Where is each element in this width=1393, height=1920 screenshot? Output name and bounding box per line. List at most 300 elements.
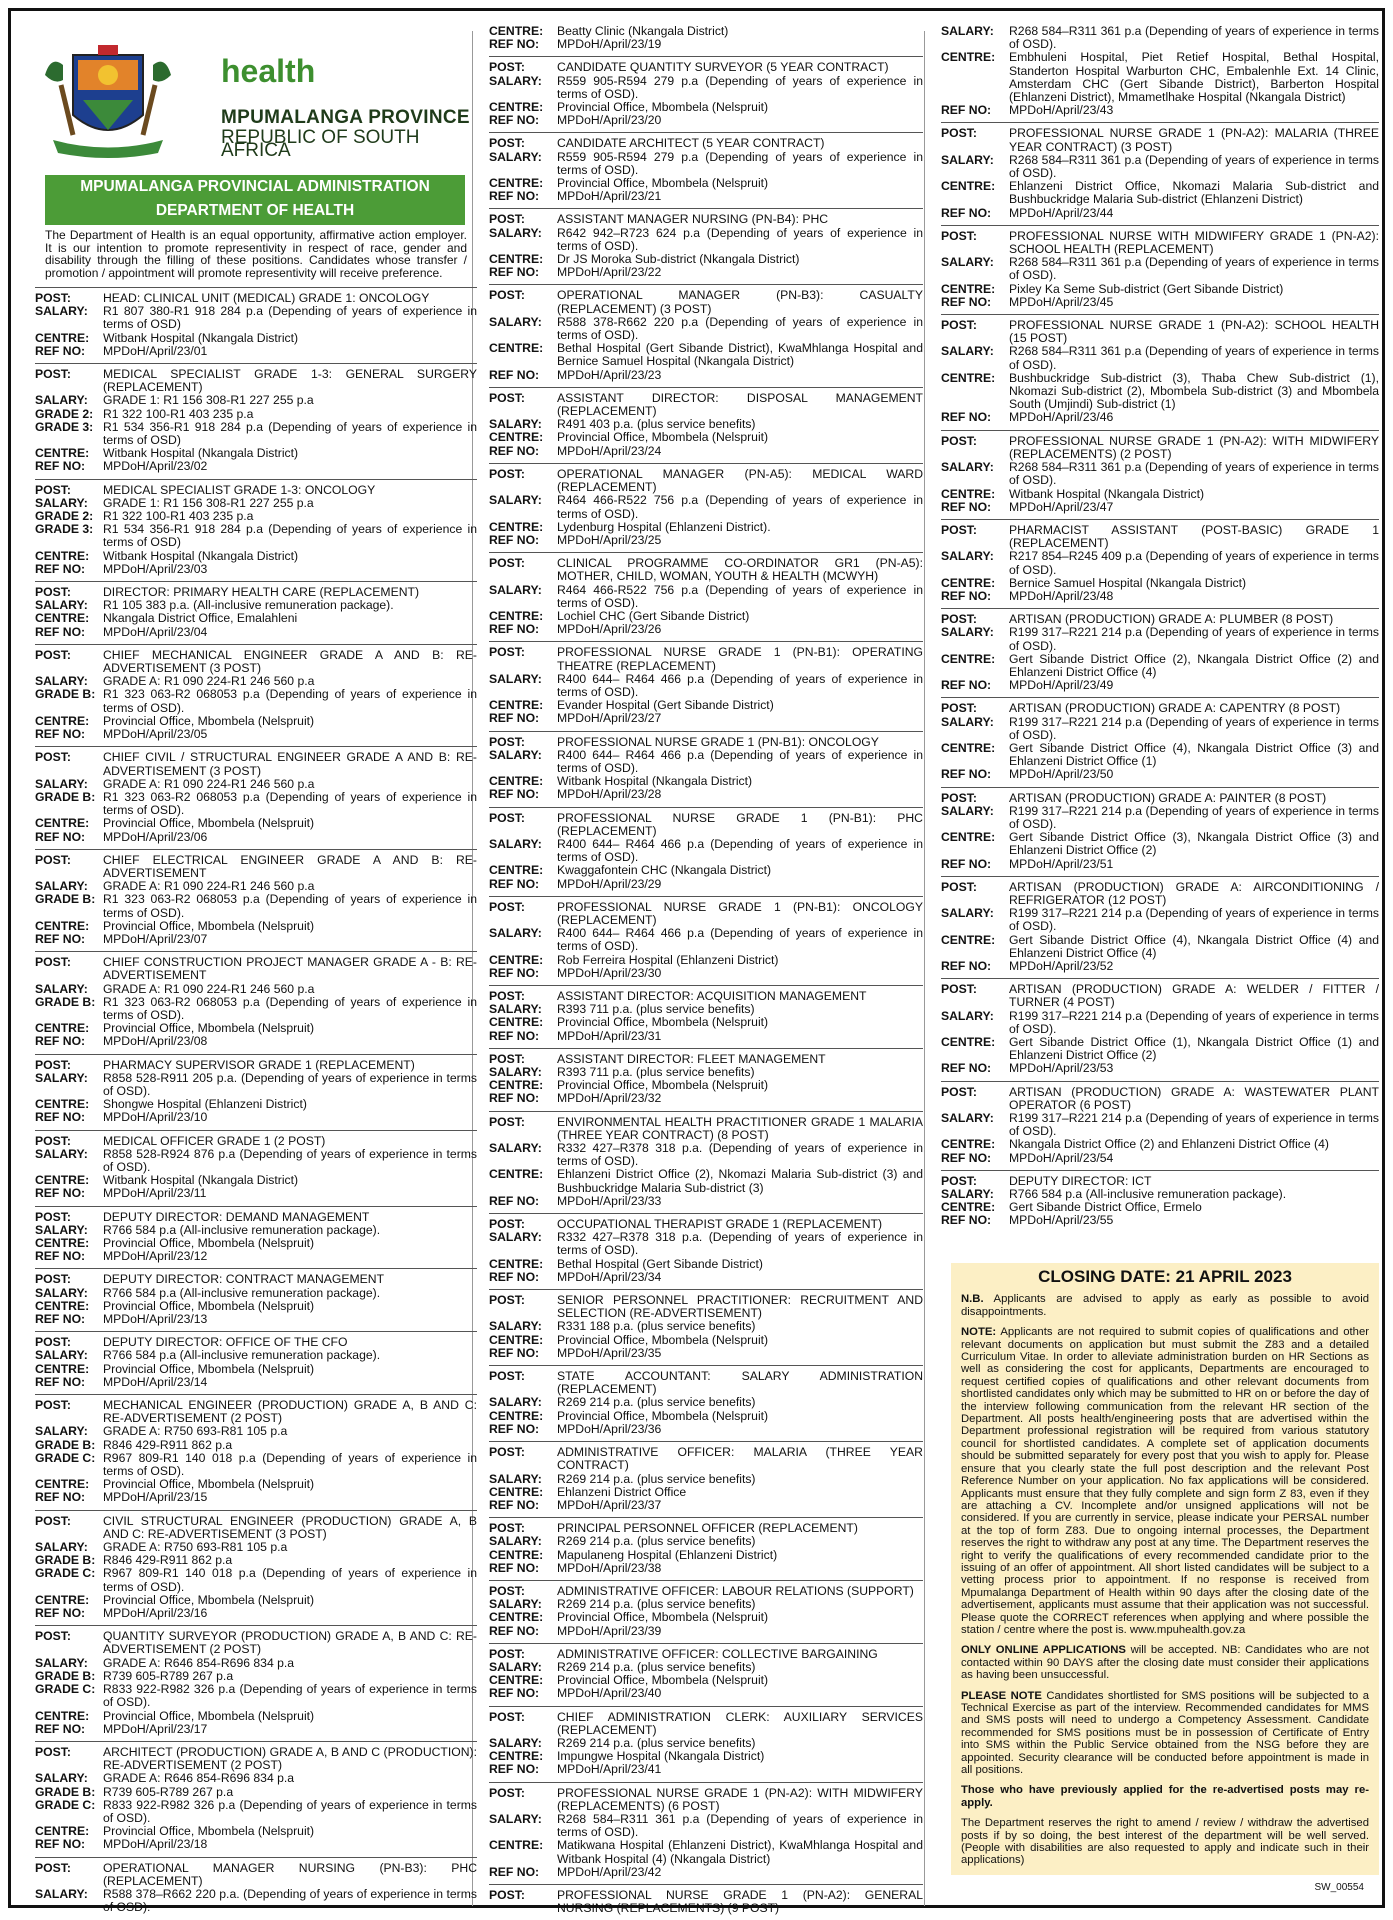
coat-of-arms-icon — [43, 45, 173, 160]
ref-value: MPDoH/April/23/44 — [1009, 205, 1114, 220]
centre-value: Evander Hospital (Gert Sibande District) — [557, 698, 774, 713]
field-label: SALARY: — [489, 1395, 542, 1410]
field-label: CENTRE: — [489, 1256, 544, 1271]
field-label: GRADE C: — [35, 1450, 96, 1465]
field-label: CENTRE: — [489, 1167, 544, 1182]
ref-value: MPDoH/April/23/36 — [557, 1421, 662, 1436]
field-label: POST: — [489, 989, 525, 1003]
salary-value: R559 905-R594 279 p.a (Depending of years of experience in terms of OSD). — [557, 73, 923, 101]
post-value: CLINICAL PROGRAMME CO-ORDINATOR GR1 (PN-A5): MOTHER, CHILD, WOMAN, YOUTH & HEALTH (MCWYH) — [557, 556, 923, 584]
post-value: OCCUPATIONAL THERAPIST GRADE 1 (REPLACEMENT) — [557, 1217, 883, 1232]
ref-value: MPDoH/April/23/50 — [1009, 767, 1114, 782]
centre-value: Provincial Office, Mbombela (Nelspruit) — [103, 1361, 315, 1376]
centre-value: Witbank Hospital (Nkangala District) — [103, 446, 299, 461]
salary-value: R217 854–R245 409 p.a (Depending of years of experience in terms of OSD). — [1009, 549, 1379, 577]
field-label: POST: — [941, 126, 977, 141]
centre-value: Lochiel CHC (Gert Sibande District) — [557, 608, 750, 623]
post-entry — [489, 1884, 923, 1920]
country-name: REPUBLIC OF SOUTH AFRICA — [221, 127, 420, 162]
salary-value: GRADE 1: R1 156 308-R1 227 255 p.a — [103, 393, 314, 408]
field-label: REF NO: — [489, 1623, 540, 1638]
post-value: HEAD: CLINICAL UNIT (MEDICAL) GRADE 1: ONCOLOGY — [103, 291, 430, 305]
centre-value: Provincial Office, Mbombela (Nelspruit) — [103, 1592, 315, 1607]
closing-date-title: CLOSING DATE: 21 APRIL 2023 — [1038, 1267, 1292, 1286]
field-label: REF NO: — [941, 767, 992, 782]
field-label: REF NO: — [489, 1421, 540, 1436]
centre-value: Provincial Office, Mbombela (Nelspruit) — [103, 918, 315, 933]
field-label: SALARY: — [941, 714, 994, 729]
field-label: SALARY: — [35, 674, 88, 689]
ref-value: MPDoH/April/23/31 — [557, 1028, 662, 1043]
salary-value: GRADE A: R750 693-R81 105 p.a — [103, 1424, 288, 1439]
salary-value: GRADE A: R646 854-R696 834 p.a — [103, 1655, 295, 1670]
ref-value: MPDoH/April/23/18 — [103, 1837, 208, 1852]
field-label: POST: — [941, 1173, 977, 1188]
field-label: CENTRE: — [489, 519, 544, 534]
field-label: GRADE B: — [35, 1553, 96, 1568]
salary-value: R268 584–R311 361 p.a (Depending of years of experience in terms of OSD). — [1009, 152, 1379, 181]
salary-value: R491 403 p.a. (plus service benefits) — [557, 417, 756, 432]
field-label: POST: — [489, 466, 525, 481]
field-label: REF NO: — [35, 561, 86, 576]
post-value: ADMINISTRATIVE OFFICER: COLLECTIVE BARGAINING — [557, 1646, 878, 1661]
field-label: REF NO: — [35, 931, 86, 946]
post-entry — [35, 1206, 477, 1269]
field-label: SALARY: — [489, 1534, 542, 1549]
field-label: POST: — [489, 810, 525, 825]
salary-value: R464 466-R522 756 p.a (Depending of years of experience in terms of OSD). — [557, 582, 923, 610]
field-label: POST: — [941, 318, 977, 333]
ref-value: MPDoH/April/23/33 — [557, 1193, 662, 1208]
field-label: POST: — [489, 136, 525, 151]
post-entry — [35, 581, 477, 644]
field-label: REF NO: — [35, 1312, 86, 1327]
field-label: CENTRE: — [489, 1673, 544, 1688]
field-label: POST: — [489, 1369, 525, 1384]
post-entry — [941, 697, 1379, 786]
post-value: ARTISAN (PRODUCTION) GRADE A: CAPENTRY (8 POST) — [1009, 701, 1341, 716]
post-entry — [941, 978, 1379, 1080]
gb-value: R846 429-R911 862 p.a — [103, 1437, 233, 1452]
field-label: CENTRE: — [941, 1137, 996, 1152]
field-label: POST: — [35, 585, 71, 600]
province-name: MPUMALANGA PROVINCE — [221, 107, 470, 128]
field-label: REF NO: — [941, 103, 992, 118]
field-label: SALARY: — [941, 255, 994, 270]
ref-value: MPDoH/April/23/03 — [103, 561, 208, 576]
field-label: GRADE C: — [35, 1682, 96, 1697]
nb-paragraph — [961, 1293, 1369, 1318]
closing-notice — [951, 1263, 1379, 1875]
post-value: PROFESSIONAL NURSE WITH MIDWIFERY GRADE 1 (PN-A2): SCHOOL HEALTH (REPLACEMENT) — [1009, 228, 1379, 257]
field-label: SALARY: — [489, 314, 542, 329]
post-value: ARTISAN (PRODUCTION) GRADE A: WASTEWATER PLANT OPERATOR (6 POST) — [1009, 1084, 1379, 1112]
field-label: POST: — [35, 1513, 71, 1528]
salary-value: R269 214 p.a. (plus service benefits) — [557, 1471, 756, 1486]
post-value: STATE ACCOUNTANT: SALARY ADMINISTRATION (REPLACEMENT) — [557, 1369, 923, 1397]
field-label: CENTRE: — [941, 370, 996, 385]
field-label: POST: — [489, 1521, 525, 1536]
post-entry — [35, 1130, 477, 1206]
field-label: SALARY: — [35, 1222, 88, 1237]
post-entry — [35, 644, 477, 746]
field-label: REF NO: — [489, 532, 540, 547]
field-label: CENTRE: — [35, 713, 90, 728]
post-value: CANDIDATE ARCHITECT (5 YEAR CONTRACT) — [557, 136, 825, 151]
field-label: SALARY: — [35, 1348, 88, 1363]
ref-value: MPDoH/April/23/20 — [557, 113, 662, 128]
column-3 — [941, 25, 1379, 1905]
centre-value: Provincial Office, Mbombela (Nelspruit) — [557, 100, 769, 115]
field-label: POST: — [35, 647, 71, 662]
ref-value: MPDoH/April/23/06 — [103, 829, 208, 844]
field-label: GRADE B: — [35, 1437, 96, 1452]
field-label: SALARY: — [489, 1002, 542, 1017]
post-entry — [35, 1741, 477, 1857]
ref-value: MPDoH/April/23/26 — [557, 622, 662, 637]
field-label: CENTRE: — [489, 1015, 544, 1030]
post-entry — [941, 519, 1379, 608]
salary-value: R268 584–R311 361 p.a (Depending of years of experience in terms of OSD). — [1009, 460, 1379, 488]
field-label: REF NO: — [489, 1193, 540, 1208]
field-label: SALARY: — [35, 776, 88, 791]
gb-value: R1 323 063-R2 068053 p.a (Depending of years of experience in terms of OSD). — [103, 687, 477, 715]
centre-value: Bushbuckridge Sub-district (3), Thaba Chew Sub-district (1), Nkomazi Sub-district (2), Mbombela Sub-district (3) and Mbombela South (Umjindi) Sub-district (1) — [1009, 370, 1379, 412]
note-text: Applicants are not required to submit copies of qualifications and other relevant documents on application but must submit the Z83 and a detailed Curriculum Vitae. In order to alleviate administration burden on HR Sections as well as considering the cost for applicants, Departments are encouraged to request certified copies of qualifications and other relevant documents from shortlisted candidates only which may be submitted to HR on or before the day of the interview following communication from the relevant HR section of the Department. All posts health/engineering posts that are advertised within the Department professional registration will be required from various statutory council for shortlisted candidates. A complete set of application documents should be submitted separately for every post that you wish to apply for. Please ensure that you clearly state the full post description and the relevant Post Reference Number on your application. No fax applications will be considered. Applicants must ensure that they fully complete and sign form Z 83, even if they are attaching a CV. Incomplete and/or unsigned applications will not be considered. If you are currently in service, please indicate your PERSAL number at the top of form Z83. Due to ongoing internal processes, the Department reserves the right to withdraw any post at any time. The Department reserves the right to verify the qualifications of every recommended candidate prior to the issuing of an offer of appointment. All short listed candidates will be subject to a vetting process prior to appointment. If no response is received from Mpumalanga Department of Health within 90 days after the closing date of the advertisement, applicants must assume that their application was not successful. Please quote the CORRECT references when applying and where possible the station / centre where the post is. www.mpuhealth.gov.za — [961, 1326, 1369, 1636]
department-banner — [45, 175, 465, 225]
salary-value: GRADE 1: R1 156 308-R1 227 255 p.a — [103, 495, 314, 510]
salary-value: R332 427–R378 318 p.a. (Depending of years of experience in terms of OSD). — [557, 1141, 923, 1169]
field-label: POST: — [35, 482, 71, 497]
field-label: SALARY: — [941, 344, 994, 359]
field-label: CENTRE: — [489, 1749, 544, 1764]
health-logo-word: health — [221, 53, 316, 89]
salary-value: R269 214 p.a. (plus service benefits) — [557, 1534, 756, 1549]
field-label: REF NO: — [35, 343, 86, 358]
field-label: POST: — [35, 1209, 71, 1224]
field-label: SALARY: — [941, 803, 994, 818]
salary-value: R331 188 p.a. (plus service benefits) — [557, 1319, 756, 1334]
field-label: SALARY: — [489, 417, 542, 432]
post-entry — [489, 1111, 923, 1213]
centre-value: Ehlanzeni District Office — [557, 1484, 687, 1499]
centre-value: Kwaggafontein CHC (Nkangala District) — [557, 863, 772, 878]
ref-value: MPDoH/April/23/29 — [557, 876, 662, 891]
ref-value: MPDoH/April/23/43 — [1009, 103, 1114, 118]
field-label: CENTRE: — [489, 1078, 544, 1093]
field-label: SALARY: — [941, 1008, 994, 1023]
field-label: CENTRE: — [489, 863, 544, 878]
field-label: CENTRE: — [941, 830, 996, 845]
salary-value: R332 427–R378 318 p.a. (Depending of years of experience in terms of OSD). — [557, 1230, 923, 1258]
post-value: MEDICAL OFFICER GRADE 1 (2 POST) — [103, 1133, 326, 1148]
centre-value: Provincial Office, Mbombela (Nelspruit) — [557, 1078, 769, 1093]
salary-value: R766 584 p.a (All-inclusive remuneration package). — [103, 1222, 381, 1237]
gb-value: R1 323 063-R2 068053 p.a (Depending of years of experience in terms of OSD). — [103, 789, 477, 818]
ref-value: MPDoH/April/23/12 — [103, 1249, 208, 1264]
post-entry — [489, 463, 923, 552]
field-label: CENTRE: — [35, 1097, 90, 1112]
post-value: CHIEF CIVIL / STRUCTURAL ENGINEER GRADE A AND B: RE-ADVERTISEMENT (3 POST) — [103, 750, 477, 778]
salary-value: R199 317–R221 214 p.a (Depending of years of experience in terms of OSD). — [1009, 906, 1379, 934]
field-label: CENTRE: — [35, 1477, 90, 1492]
post-value: ARTISAN (PRODUCTION) GRADE A: AIRCONDITIONING / REFRIGERATOR (12 POST) — [1009, 879, 1379, 907]
post-entry — [489, 1782, 923, 1884]
post-value: ARTISAN (PRODUCTION) GRADE A: WELDER / FITTER / TURNER (4 POST) — [1009, 982, 1379, 1010]
salary-value: R400 644– R464 466 p.a (Depending of years of experience in terms of OSD). — [557, 926, 923, 954]
field-label: CENTRE: — [941, 932, 996, 947]
post-list-col2 — [489, 56, 923, 1920]
field-label: REF NO: — [35, 1606, 86, 1621]
field-label: REF NO: — [35, 1374, 86, 1389]
post-entry — [489, 896, 923, 985]
post-value: PROFESSIONAL NURSE GRADE 1 (PN-A2): WITH MIDWIFERY (REPLACEMENTS) (6 POST) — [557, 1785, 923, 1813]
post-entry — [489, 641, 923, 730]
post-entry — [489, 132, 923, 208]
online-text: will be accepted. NB: Candidates who are not contacted within 90 DAYS after the closing date must consider their applications as having been unsuccessful. — [961, 1644, 1369, 1682]
salary-value: R268 584–R311 361 p.a (Depending of years of experience in terms of OSD). — [557, 1811, 923, 1840]
please-note-paragraph — [961, 1690, 1369, 1777]
post-entry — [489, 284, 923, 386]
centre-value: Provincial Office, Mbombela (Nelspruit) — [103, 1708, 315, 1723]
field-label: REF NO: — [941, 205, 992, 220]
field-label: POST: — [489, 1114, 525, 1129]
field-label: POST: — [35, 1398, 71, 1413]
field-label: REF NO: — [489, 1560, 540, 1575]
post-value: DEPUTY DIRECTOR: OFFICE OF THE CFO — [103, 1335, 348, 1350]
admin-title: MPUMALANGA PROVINCIAL ADMINISTRATION — [80, 178, 430, 195]
ref-value: MPDoH/April/23/27 — [557, 711, 662, 726]
department-title: DEPARTMENT OF HEALTH — [155, 202, 355, 219]
ref-value: MPDoH/April/23/39 — [557, 1623, 662, 1638]
salary-value: R464 466-R522 756 p.a (Depending of years of experience in terms of OSD). — [557, 493, 923, 521]
field-label: REF NO: — [489, 622, 540, 637]
field-label: POST: — [941, 879, 977, 894]
salary-value: R393 711 p.a. (plus service benefits) — [557, 1065, 755, 1080]
field-label: POST: — [35, 852, 71, 867]
ref-value: MPDoH/April/23/54 — [1009, 1150, 1114, 1165]
field-label: POST: — [35, 1057, 71, 1072]
post-value: CHIEF MECHANICAL ENGINEER GRADE A AND B: RE-ADVERTISEMENT (3 POST) — [103, 647, 477, 676]
gb-value: R1 323 063-R2 068053 p.a (Depending of years of experience in terms of OSD). — [103, 892, 477, 920]
post-entry — [489, 1643, 923, 1706]
post-entry — [35, 849, 477, 951]
post-value: SENIOR PERSONNEL PRACTITIONER: RECRUITMENT AND SELECTION (RE-ADVERTISEMENT) — [557, 1293, 923, 1321]
field-label: SALARY: — [35, 1886, 88, 1901]
centre-value: Provincial Office, Mbombela (Nelspruit) — [557, 1610, 769, 1625]
centre-value: Gert Sibande District Office (3), Nkangala District Office (3) and Ehlanzeni District Office (2) — [1009, 830, 1379, 858]
centre-value: Lydenburg Hospital (Ehlanzeni District). — [557, 519, 771, 534]
centre-value: Witbank Hospital (Nkangala District) — [1009, 486, 1205, 501]
ref-value: MPDoH/April/23/16 — [103, 1606, 208, 1621]
field-label: REF NO: — [489, 965, 540, 980]
post-entry — [35, 951, 477, 1053]
ref-value: MPDoH/April/23/38 — [557, 1560, 662, 1575]
ref-value: MPDoH/April/23/32 — [557, 1091, 662, 1106]
centre-value: Gert Sibande District Office (1), Nkangala District Office (1) and Ehlanzeni District Office (2) — [1009, 1035, 1379, 1063]
ref-value: MPDoH/April/23/55 — [1009, 1213, 1114, 1228]
field-label: SALARY: — [35, 1424, 88, 1439]
ref-value: MPDoH/April/23/17 — [103, 1721, 208, 1736]
salary-value: R588 378-R662 220 p.a (Depending of years of experience in terms of OSD). — [557, 314, 923, 343]
column-divider — [924, 31, 925, 1906]
field-label: REF NO: — [941, 1150, 992, 1165]
field-label: POST: — [941, 228, 977, 243]
post-entry — [489, 807, 923, 896]
field-label: SALARY: — [489, 1471, 542, 1486]
field-label: CENTRE: — [489, 952, 544, 967]
post-value: CHIEF ADMINISTRATION CLERK: AUXILIARY SERVICES (REPLACEMENT) — [557, 1709, 923, 1737]
post-value: PROFESSIONAL NURSE GRADE 1 (PN-B1): ONCOLOGY (REPLACEMENT) — [557, 899, 923, 927]
field-label: CENTRE: — [941, 740, 996, 755]
column-2 — [489, 25, 923, 1920]
post-value: PROFESSIONAL NURSE GRADE 1 (PN-B1): ONCOLOGY — [557, 734, 879, 749]
salary-value: R269 214 p.a. (plus service benefits) — [557, 1659, 756, 1674]
reapply-paragraph — [961, 1784, 1369, 1809]
field-label: POST: — [489, 1293, 525, 1308]
centre-value: Shongwe Hospital (Ehlanzeni District) — [103, 1097, 307, 1112]
post-entry — [489, 208, 923, 284]
ref-value: MPDoH/April/23/02 — [103, 459, 208, 474]
field-label: REF NO: — [489, 1091, 540, 1106]
field-label: SALARY: — [941, 625, 994, 640]
post-value: ARTISAN (PRODUCTION) GRADE A: PLUMBER (8 POST) — [1009, 612, 1334, 627]
field-label: GRADE B: — [35, 994, 96, 1009]
ref-value: MPDoH/April/23/30 — [557, 965, 662, 980]
field-label: POST: — [489, 1887, 525, 1902]
centre-value: Gert Sibande District Office (4), Nkangala District Office (4) and Ehlanzeni District Office (4) — [1009, 932, 1379, 960]
ref-value: MPDoH/April/23/53 — [1009, 1061, 1114, 1076]
centre-value: Ehlanzeni District Office, Nkomazi Malaria Sub-district and Bushbuckridge Malaria Sub-district (Ehlanzeni District) — [1009, 179, 1379, 207]
field-label: GRADE 3: — [35, 522, 94, 537]
field-label: POST: — [489, 212, 525, 227]
field-label: POST: — [489, 1445, 525, 1460]
centre-value: Provincial Office, Mbombela (Nelspruit) — [557, 176, 769, 191]
gc-value: R833 922-R982 326 p.a (Depending of years of experience in terms of OSD). — [103, 1682, 477, 1710]
ref-value: MPDoH/April/23/04 — [103, 624, 208, 639]
salary-value: R588 378–R662 220 p.a. (Depending of years of experience in terms of OSD). — [103, 1886, 477, 1915]
salary-value: R858 528-R911 205 p.a. (Depending of years of experience in terms of OSD). — [103, 1070, 477, 1098]
field-label: SALARY: — [489, 747, 542, 762]
post-value: OPERATIONAL MANAGER (PN-B3): CASUALTY (REPLACEMENT) (3 POST) — [557, 288, 923, 316]
field-label: SALARY: — [35, 1771, 88, 1786]
field-label: SALARY: — [489, 1659, 542, 1674]
field-label: REF NO: — [489, 265, 540, 280]
post-entry — [489, 985, 923, 1048]
post-value: CHIEF CONSTRUCTION PROJECT MANAGER GRADE A - B: RE-ADVERTISEMENT — [103, 955, 477, 983]
post-entry — [489, 1517, 923, 1580]
field-label: POST: — [35, 1629, 71, 1644]
centre-value: Pixley Ka Seme Sub-district (Gert Sibande District) — [1009, 281, 1284, 296]
g2-value: R1 322 100-R1 403 235 p.a — [103, 406, 254, 421]
post-value: PROFESSIONAL NURSE GRADE 1 (PN-A2): MALARIA (THREE YEAR CONTRACT) (3 POST) — [1009, 126, 1379, 154]
gb-value: R739 605-R789 267 p.a — [103, 1668, 234, 1683]
g3-value: R1 534 356-R1 918 284 p.a (Depending of years of experience in terms of OSD) — [103, 419, 477, 448]
salary-value: R199 317–R221 214 p.a (Depending of years of experience in terms of OSD). — [1009, 803, 1379, 831]
field-label: REF NO: — [489, 443, 540, 458]
field-label: POST: — [35, 750, 71, 765]
field-label: REF NO: — [35, 1837, 86, 1852]
post-entry — [489, 1441, 923, 1517]
field-label: REF NO: — [489, 37, 540, 52]
field-label: CENTRE: — [489, 341, 544, 356]
ref-value: MPDoH/April/23/34 — [557, 1269, 662, 1284]
post-entry — [941, 1081, 1379, 1170]
post-value: ARCHITECT (PRODUCTION) GRADE A, B AND C (PRODUCTION): RE-ADVERTISEMENT (2 POST) — [103, 1744, 477, 1773]
salary-value: GRADE A: R750 693-R81 105 p.a — [103, 1540, 288, 1555]
post-value: PROFESSIONAL NURSE GRADE 1 (PN-B1): OPERATING THEATRE (REPLACEMENT) — [557, 645, 923, 673]
post-value: ADMINISTRATIVE OFFICER: LABOUR RELATIONS (SUPPORT) — [557, 1583, 914, 1598]
field-label: GRADE B: — [35, 789, 96, 804]
field-label: REF NO: — [489, 876, 540, 891]
online-paragraph — [961, 1644, 1369, 1681]
field-label: CENTRE: — [489, 24, 544, 38]
centre-value: Provincial Office, Mbombela (Nelspruit) — [103, 713, 315, 728]
field-label: REF NO: — [941, 856, 992, 871]
field-label: CENTRE: — [35, 1361, 90, 1376]
field-label: REF NO: — [489, 113, 540, 128]
field-label: POST: — [941, 612, 977, 627]
field-label: REF NO: — [941, 959, 992, 973]
field-label: SALARY: — [35, 981, 88, 996]
field-label: SALARY: — [489, 493, 542, 508]
field-label: POST: — [35, 291, 71, 305]
ref-value: MPDoH/April/23/25 — [557, 532, 662, 547]
post-value: MEDICAL SPECIALIST GRADE 1-3: ONCOLOGY — [103, 482, 376, 497]
field-label: CENTRE: — [941, 179, 996, 194]
post-value: ASSISTANT DIRECTOR: FLEET MANAGEMENT — [557, 1051, 826, 1066]
post-value: PHARMACY SUPERVISOR GRADE 1 (REPLACEMENT) — [103, 1057, 415, 1072]
centre-value: Embhuleni Hospital, Piet Retief Hospital, Bethal Hospital, Standerton Hospital Warburton CHC, Embalenhle Ext. 14 Clinic, Amsterdam CHC (Gert Sibande District), Barberton Hospital (Ehlanzeni District), Mmametlhake Hospital (Nkangala District) — [1009, 50, 1379, 105]
field-label: POST: — [35, 1335, 71, 1350]
field-label: SALARY: — [489, 1065, 542, 1080]
post-value: CANDIDATE QUANTITY SURVEYOR (5 YEAR CONTRACT) — [557, 60, 889, 75]
field-label: REF NO: — [35, 727, 86, 742]
reserve-paragraph — [961, 1817, 1369, 1867]
field-label: POST: — [489, 60, 525, 75]
field-label: SALARY: — [35, 304, 88, 319]
field-label: REF NO: — [489, 367, 540, 382]
field-label: REF NO: — [35, 1034, 86, 1049]
centre-value: Bethal Hospital (Gert Sibande District) — [557, 1256, 763, 1271]
post-entry — [941, 608, 1379, 697]
post-continued — [941, 25, 1379, 122]
salary-value: R199 317–R221 214 p.a (Depending of years of experience in terms of OSD). — [1009, 714, 1379, 742]
field-label: REF NO: — [35, 1490, 86, 1505]
post-value: MECHANICAL ENGINEER (PRODUCTION) GRADE A, B AND C: RE-ADVERTISEMENT (2 POST) — [103, 1398, 477, 1426]
field-label: REF NO: — [941, 410, 992, 425]
ref-value: MPDoH/April/23/41 — [557, 1762, 662, 1777]
gb-value: R846 429-R911 862 p.a — [103, 1553, 233, 1568]
post-value: MEDICAL SPECIALIST GRADE 1-3: GENERAL SURGERY (REPLACEMENT) — [103, 367, 477, 395]
salary-value: R268 584–R311 361 p.a (Depending of years of experience in terms of OSD). — [1009, 255, 1379, 283]
centre-value: Beatty Clinic (Nkangala District) — [557, 24, 729, 38]
centre-value: Gert Sibande District Office (2), Nkangala District Office (2) and Ehlanzeni District Office (4) — [1009, 651, 1379, 679]
salary-value: R269 214 p.a. (plus service benefits) — [557, 1395, 756, 1410]
post-value: ASSISTANT DIRECTOR: ACQUISITION MANAGEMENT — [557, 989, 867, 1003]
field-label: SALARY: — [489, 836, 542, 851]
salary-value: R268 584–R311 361 p.a (Depending of years of experience in terms of OSD). — [1009, 344, 1379, 372]
post-entry — [35, 1331, 477, 1394]
field-label: REF NO: — [489, 1269, 540, 1284]
ref-value: MPDoH/April/23/45 — [1009, 294, 1114, 309]
post-entry — [489, 1048, 923, 1111]
salary-value: GRADE A: R1 090 224-R1 246 560 p.a — [103, 674, 315, 689]
salary-value: R199 317–R221 214 p.a (Depending of years of experience in terms of OSD). — [1009, 1008, 1379, 1036]
field-label: POST: — [941, 982, 977, 997]
field-label: SALARY: — [489, 1230, 542, 1245]
field-label: REF NO: — [489, 711, 540, 726]
